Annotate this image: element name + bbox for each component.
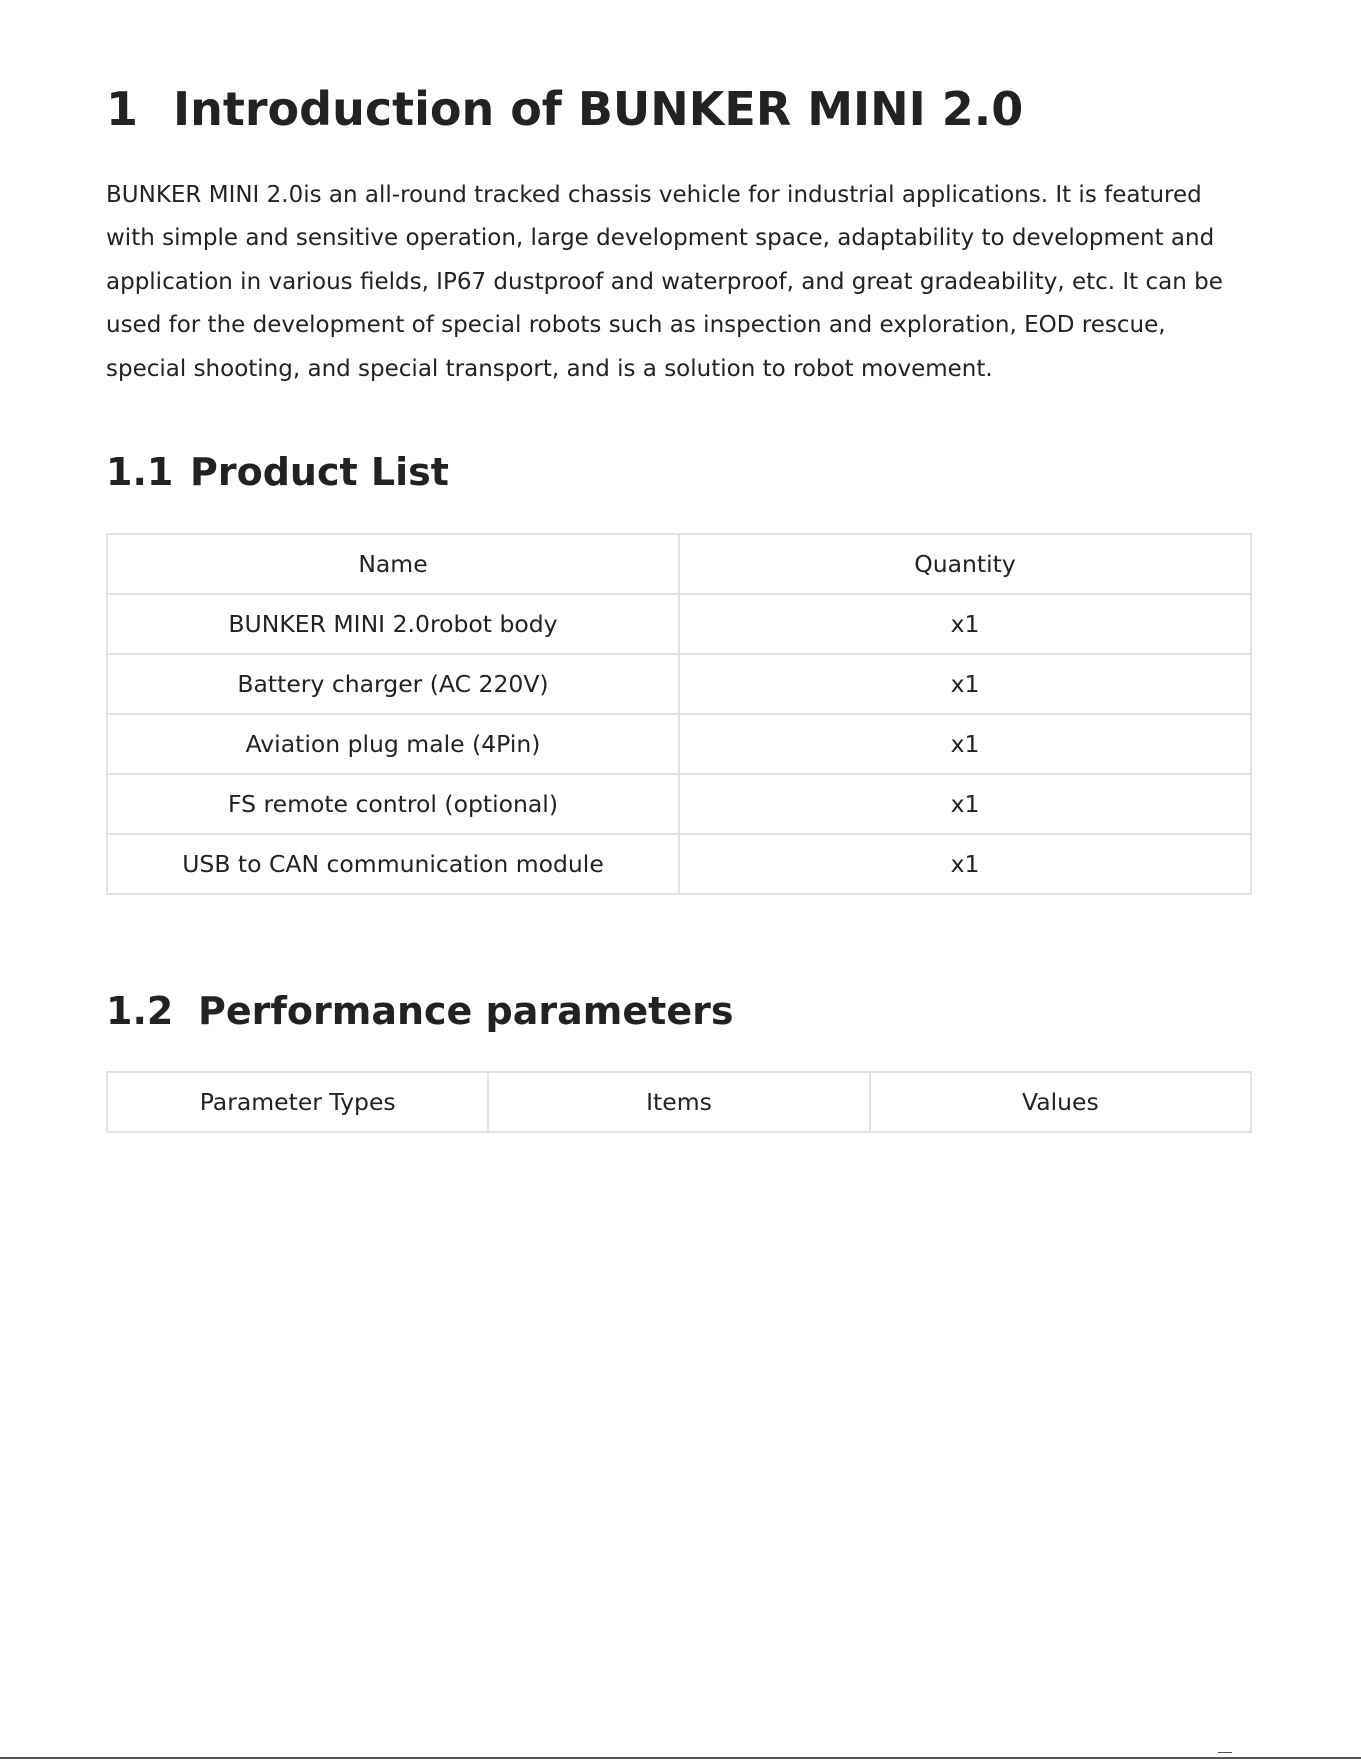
cell-quantity: x1 (679, 714, 1251, 774)
section-title: Introduction of BUNKER MINI 2.0 (173, 82, 1024, 136)
product-list-table (106, 533, 1252, 895)
cell-quantity: x1 (679, 774, 1251, 834)
table-row (107, 654, 1251, 714)
table-row (107, 714, 1251, 774)
footer-mark (1218, 1752, 1232, 1753)
cell-quantity: x1 (679, 834, 1251, 894)
cell-name: Aviation plug male (4Pin) (107, 714, 679, 774)
intro-paragraph: BUNKER MINI 2.0is an all-round tracked chassis vehicle for industrial applications. It is featured with simple and sensitive operation, large development space, adaptability to development and application in various fields, IP67 dustproof and waterproof, and great gradeability, etc. It can be used for the development of special robots such as inspection and exploration, EOD rescue, special shooting, and special transport, and is a solution to robot movement. (106, 182, 1223, 382)
product-list-number: 1.1 (106, 450, 174, 494)
header-cell-values: Values (870, 1072, 1251, 1132)
section-number: 1 (106, 82, 139, 136)
footer-rule (0, 1757, 1361, 1759)
product-list-title: Product List (190, 450, 449, 494)
table-row (107, 774, 1251, 834)
performance-table (106, 1071, 1252, 1133)
table-header-row (107, 1072, 1251, 1132)
performance-number: 1.2 (106, 989, 174, 1033)
cell-name: FS remote control (optional) (107, 774, 679, 834)
cell-name: USB to CAN communication module (107, 834, 679, 894)
header-cell-name: Name (107, 534, 679, 594)
cell-quantity: x1 (679, 654, 1251, 714)
table-row (107, 594, 1251, 654)
header-cell-quantity: Quantity (679, 534, 1251, 594)
performance-title: Performance parameters (198, 989, 734, 1033)
header-cell-parameter-types: Parameter Types (107, 1072, 488, 1132)
header-cell-items: Items (488, 1072, 869, 1132)
cell-name: Battery charger (AC 220V) (107, 654, 679, 714)
product-list-heading (106, 450, 449, 494)
section-heading (106, 82, 1023, 136)
cell-quantity: x1 (679, 594, 1251, 654)
table-header-row (107, 534, 1251, 594)
cell-name: BUNKER MINI 2.0robot body (107, 594, 679, 654)
table-row (107, 834, 1251, 894)
performance-heading (106, 989, 733, 1033)
